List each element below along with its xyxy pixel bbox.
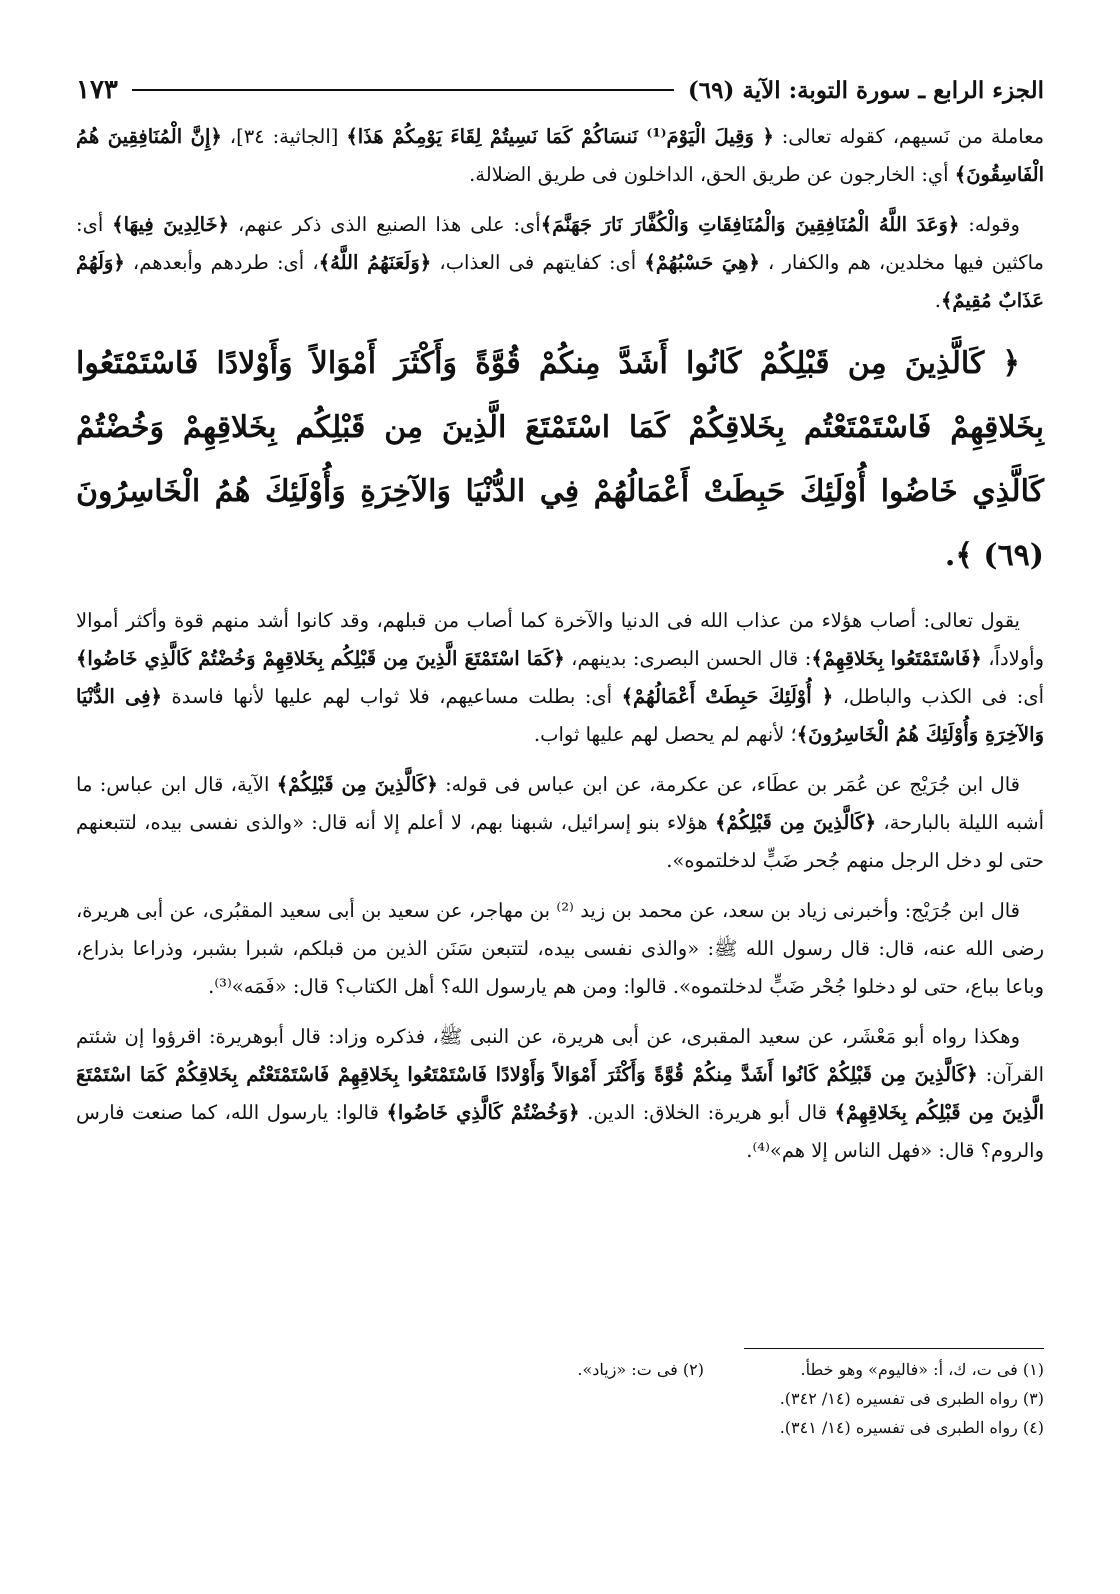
- verse-block: ﴿ كَالَّذِينَ مِن قَبْلِكُمْ كَانُوا أَشَدَّ مِنكُمْ قُوَّةً وَأَكْثَرَ أَمْوَالاً وَأَوْلادًا فَاسْتَمْتَعُوا بِخَلاقِهِمْ فَاسْتَمْتَعْتُم بِخَلاقِكُمْ كَمَا اسْتَمْتَعَ الَّذِينَ مِن قَبْلِكُم بِخَلاقِهِمْ وَخُضْتُمْ كَالَّذِي خَاضُوا أُوْلَئِكَ حَبِطَتْ أَعْمَالُهُمْ فِي الدُّنْيَا وَالآخِرَةِ وَأُوْلَئِكَ هُمُ الْخَاسِرُونَ (٦٩) ﴾.: [76, 346, 1044, 573]
- header-rule: [132, 89, 674, 91]
- text-segment: هؤلاء بنو إسرائيل، شبهنا بهم، لا أعلم إلا أنه قال: «والذى نفسى بيده، لتتبعنهم حتى لو دخل الرجل منهم جُحر ضَبٍّ لدخلتموه».: [76, 811, 1044, 872]
- paragraph: [76, 206, 1044, 320]
- text-segment: .: [934, 289, 941, 312]
- text-segment: أى: على هذا الصنيع الذى ذكر عنهم،: [229, 213, 541, 236]
- quran-quote: ﴿إِنَّ الْمُنَافِقِينَ هُمُ الْفَاسِقُونَ﴾: [76, 125, 1044, 186]
- quran-quote: ﴿فَاسْتَمْتَعُوا بِخَلاقِهِمْ﴾: [811, 647, 982, 670]
- paragraph: [76, 1018, 1044, 1170]
- page-number: ١٧٣: [76, 75, 118, 105]
- quran-quote: ﴿ وَقِيلَ الْيَوْمَ⁽¹⁾ نَنسَاكُمْ كَمَا نَسِيتُمْ لِقَاءَ يَوْمِكُمْ هَذَا﴾: [346, 125, 774, 148]
- text-segment: معاملة من نَسيهم، كقوله تعالى:: [773, 125, 1045, 148]
- footnote: (٢) فى ت: «زياد».: [577, 1360, 704, 1379]
- footnotes: [76, 1348, 1044, 1442]
- footnote: (١) فى ت، ك، أ: «فاليوم» وهو خطأ.: [800, 1360, 1044, 1379]
- text-segment: وقوله:: [959, 213, 1020, 236]
- quran-quote: ﴿كَالَّذِينَ مِن قَبْلِكُمْ كَانُوا أَشَدَّ مِنكُمْ قُوَّةً وَأَكْثَرَ أَمْوَالاً وَأَوْلادًا فَاسْتَمْتَعُوا بِخَلاقِهِمْ فَاسْتَمْتَعْتُم بِخَلاقِكُمْ كَمَا اسْتَمْتَعَ الَّذِينَ مِن قَبْلِكُم بِخَلاقِهِمْ﴾: [76, 1063, 1044, 1124]
- quran-quote: ﴿خَالِدِينَ فِيهَا﴾: [112, 213, 230, 236]
- paragraph: [76, 118, 1044, 194]
- text-segment: : قال الحسن البصرى: بدينهم،: [564, 647, 812, 670]
- footnote: (٣) رواه الطبرى فى تفسيره (١٤/ ٣٤٢).: [779, 1389, 1044, 1408]
- text-segment: ، أى: طردهم وأبعدهم،: [124, 251, 319, 274]
- text-segment: أى: كفايتهم فى العذاب،: [431, 251, 645, 274]
- text-segment: ؛ لأنهم لم يحصل لهم عليها ثواب.: [533, 723, 797, 746]
- footnotes-left-column: [577, 1348, 704, 1442]
- running-head: الجزء الرابع ـ سورة التوبة: الآية (٦٩): [687, 76, 1044, 104]
- quran-quote: ﴿هِيَ حَسْبُهُمْ﴾: [644, 251, 760, 274]
- quran-quote: ﴿كَالَّذِينَ مِن قَبْلِكُمْ﴾: [276, 773, 438, 796]
- text-segment: قال ابن جُرَيْج: وأخبرنى زياد بن سعد، عن محمد بن زيد ⁽²⁾ بن مهاجر، عن سعيد بن أبى سعيد المقبُرى، عن أبى هريرة، رضى الله عنه، قال: قال رسول الله ﷺ: «والذى نفسى بيده، لتتبعن سَنَن الذين من قبلكم، شبرا بشبر، وذراعا بذراع، وباعا بباع، حتى لو دخلوا جُحْر ضَبٍّ لدخلتموه». قالوا: ومن هم يارسول الله؟ أهل الكتاب؟ قال: «فَمَه»⁽³⁾.: [76, 899, 1044, 998]
- footnotes-right-column: [744, 1348, 1044, 1442]
- quran-quote: ﴿وَعَدَ اللَّهُ الْمُنَافِقِينَ وَالْمُنَافِقَاتِ وَالْكُفَّارَ نَارَ جَهَنَّمَ﴾: [540, 213, 960, 236]
- text-segment: قال أبو هريرة: الخلاق: الدين.: [579, 1101, 835, 1124]
- paragraph: [76, 766, 1044, 880]
- paragraph: [76, 892, 1044, 1006]
- text-segment: أي: الخارجون عن طريق الحق، الداخلون فى طريق الضلالة.: [469, 163, 955, 186]
- text-segment: الآية، قال ابن عباس: ما أشبه الليلة بالبارحة،: [76, 773, 1045, 834]
- quran-quote: ﴿وَخُضْتُمْ كَالَّذِي خَاضُوا﴾: [386, 1101, 580, 1124]
- text-segment: يقول تعالى: أصاب هؤلاء من عذاب الله فى الدنيا والآخرة كما أصاب من قبلهم، وقد كانوا أشد منهم قوة وأكثر أموالا وأولاداً،: [76, 609, 1044, 670]
- text-segment: وهكذا رواه أبو مَعْشَر، عن سعيد المقبرى، عن أبى هريرة، عن النبى ﷺ، فذكره وزاد: قال أبوهريرة: اقرؤوا إن شئتم القرآن:: [76, 1025, 1044, 1086]
- quran-quote: ﴿كَالَّذِينَ مِن قَبْلِكُمْ﴾: [714, 811, 876, 834]
- quran-quote: ﴿كَمَا اسْتَمْتَعَ الَّذِينَ مِن قَبْلِكُم بِخَلاقِهِمْ وَخُضْتُمْ كَالَّذِي خَاضُوا﴾: [76, 647, 565, 670]
- quran-quote: ﴿وَلَهُمْ عَذَابٌ مُقِيمٌ﴾: [76, 251, 1044, 312]
- text-segment: قال ابن جُرَيْج عن عُمَر بن عطَاء، عن عكرمة، عن ابن عباس فى قوله:: [437, 773, 1020, 796]
- footnote: (٤) رواه الطبرى فى تفسيره (١٤/ ٣٤١).: [779, 1418, 1044, 1437]
- text-segment: أى: بطلت مساعيهم، فلا ثواب لهم عليها لأنها فاسدة: [161, 685, 622, 708]
- text-segment: قالوا: يارسول الله، كما صنعت فارس والروم؟ قال: «فهل الناس إلا هم»⁽⁴⁾.: [76, 1101, 1044, 1162]
- text-segment: أى: فى الكذب والباطل،: [833, 685, 1044, 708]
- quran-quote: ﴿وَلَعَنَهُمُ اللَّهُ﴾: [318, 251, 432, 274]
- paragraph: [76, 602, 1044, 754]
- body-text: [76, 118, 1044, 1170]
- text-segment: أى: ماكثين فيها مخلدين، هم والكفار ،: [76, 213, 1044, 274]
- page-header: [76, 70, 1044, 110]
- quran-quote: ﴿ أُوْلَئِكَ حَبِطَتْ أَعْمَالُهُمْ﴾: [621, 685, 834, 708]
- quran-quote: ﴿فِى الدُّنْيَا وَالآخِرَةِ وَأُوْلَئِكَ هُمُ الْخَاسِرُونَ﴾: [76, 685, 1044, 746]
- text-segment: [الجاثية: ٣٤]،: [221, 125, 347, 148]
